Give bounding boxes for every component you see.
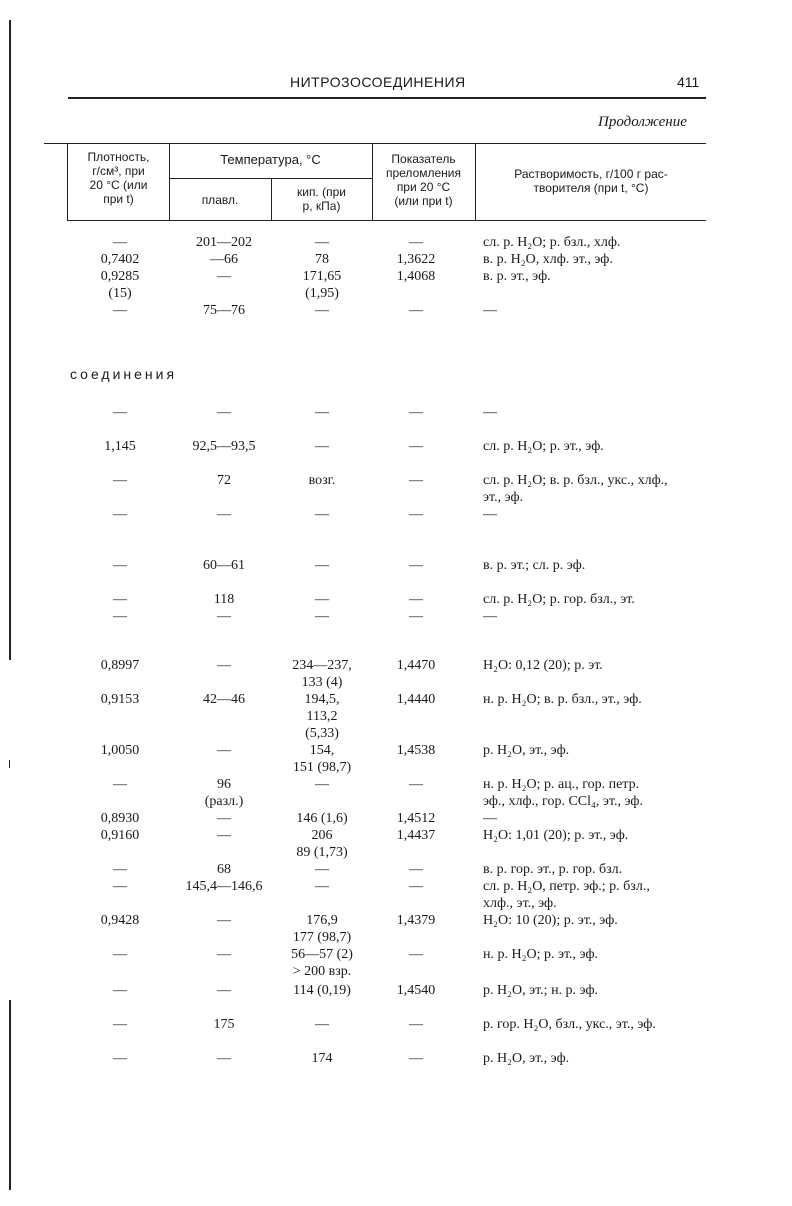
cell-melt: — [217,507,231,522]
cell-refr: 1,4470 [396,658,436,673]
cell-boil: 154, [309,743,335,758]
cell-boil: > 200 взр. [292,964,352,979]
table-row [0,982,792,999]
cell-density: 1,0050 [100,743,140,758]
cell-refr: 1,3622 [396,252,436,267]
cell-boil: возг. [308,473,336,488]
table-row [0,725,792,742]
cell-density: — [113,235,127,250]
cell-refr: — [409,558,423,573]
cell-melt: — [217,947,231,962]
table-row [0,285,792,302]
cell-refr: — [409,507,423,522]
table-row [0,472,792,489]
cell-boil: 174 [311,1051,333,1066]
table-row [0,912,792,929]
cell-density: — [113,983,127,998]
cell-density: — [113,879,127,894]
cell-refr: — [409,439,423,454]
cell-boil: (5,33) [305,726,339,741]
cell-sol: сл. р. H₂O; в. р. бзл., укс., хлф., [483,473,668,488]
cell-density: — [113,592,127,607]
cell-melt: — [217,828,231,843]
cell-melt: 72 [217,473,231,488]
table-row [0,793,792,810]
cell-boil: 56—57 (2) [291,947,353,962]
cell-sol: — [483,303,497,318]
cell-density: — [113,609,127,624]
cell-refr: — [409,947,423,962]
cell-sol: сл. р. H₂O; р. эт., эф. [483,439,604,454]
cell-sol: сл. р. H₂O; р. гор. бзл., эт. [483,592,635,607]
cell-refr: — [409,609,423,624]
header-rule [68,97,706,99]
cell-boil: — [315,558,329,573]
cell-refr: — [409,862,423,877]
cell-density: (15) [108,286,132,301]
table-row [0,759,792,776]
cell-sol: — [483,811,497,826]
cell-density: 0,8930 [100,811,140,826]
cell-sol: в. р. эт.; сл. р. эф. [483,558,586,573]
cell-refr: — [409,405,423,420]
cell-density: 0,9160 [100,828,140,843]
cell-density: — [113,1051,127,1066]
table-row [0,1050,792,1067]
cell-refr: — [409,879,423,894]
cell-density: 1,145 [104,439,136,454]
cell-boil: — [315,777,329,792]
table-row [0,861,792,878]
cell-sol: сл. р. H₂O; р. бзл., хлф. [483,235,621,250]
cell-melt: — [217,743,231,758]
cell-refr: — [409,1051,423,1066]
cell-boil: 114 (0,19) [293,983,351,998]
boiling-header: кип. (при p, кПа) [297,185,346,213]
table-row [0,810,792,827]
cell-density: 0,7402 [100,252,140,267]
table-row [0,557,792,574]
table-row [0,844,792,861]
cell-melt: 42—46 [203,692,245,707]
cell-boil: 146 (1,6) [296,811,348,826]
table-row [0,404,792,421]
cell-melt: (разл.) [204,794,244,809]
table-row [0,438,792,455]
table-row [0,776,792,793]
cell-density: 0,9153 [100,692,140,707]
cell-melt: 118 [213,592,235,607]
table-row [0,878,792,895]
cell-refr: — [409,592,423,607]
cell-boil: — [315,879,329,894]
cell-sol: н. р. H₂O; р. ац., гор. петр. [483,777,640,792]
table-row [0,657,792,674]
cell-sol: H₂O: 10 (20); р. эт., эф. [483,913,618,928]
cell-density: — [113,303,127,318]
cell-density: — [113,558,127,573]
table-row [0,674,792,691]
table-row [0,946,792,963]
table-row [0,827,792,844]
table-row [0,895,792,912]
cell-sol: эф., хлф., гор. CCl₄, эт., эф. [483,794,643,809]
cell-melt: — [217,405,231,420]
cell-boil: 206 [311,828,333,843]
cell-melt: 96 [217,777,231,792]
cell-boil: — [315,1017,329,1032]
header-left-mark [44,143,68,144]
table-row [0,506,792,523]
cell-density: — [113,862,127,877]
cell-sol: в. р. гор. эт., р. гор. бзл. [483,862,623,877]
cell-refr: — [409,473,423,488]
cell-sol: р. H₂O, эт., эф. [483,1051,570,1066]
cell-density: — [113,947,127,962]
table-row [0,489,792,506]
cell-boil: 133 (4) [301,675,343,690]
table-row [0,251,792,268]
cell-sol: — [483,609,497,624]
cell-density: — [113,777,127,792]
table-row [0,742,792,759]
cell-sol: — [483,507,497,522]
cell-sol: эт., эф. [483,490,524,505]
cell-sol: р. H₂O, эт., эф. [483,743,570,758]
cell-boil: 151 (98,7) [292,760,352,775]
cell-melt: — [217,983,231,998]
cell-refr: 1,4512 [396,811,436,826]
cell-refr: 1,4538 [396,743,436,758]
running-title: НИТРОЗОСОЕДИНЕНИЯ [290,74,466,90]
cell-melt: 201—202 [196,235,252,250]
page-number: 411 [677,74,700,90]
cell-sol: H₂O: 1,01 (20); р. эт., эф. [483,828,629,843]
cell-melt: 75—76 [203,303,245,318]
melting-header: плавл. [201,193,239,207]
cell-sol: H₂O: 0,12 (20); р. эт. [483,658,603,673]
cell-boil: — [315,405,329,420]
table-top-rule [68,143,706,144]
cell-refr: — [409,303,423,318]
table-row [0,591,792,608]
table-row [0,302,792,319]
cell-boil: (1,95) [305,286,339,301]
cell-density: — [113,1017,127,1032]
cell-density: — [113,473,127,488]
cell-sol: р. H₂O, эт.; н. р. эф. [483,983,599,998]
cell-melt: 145,4—146,6 [185,879,263,894]
cell-refr: 1,4540 [396,983,436,998]
cell-melt: — [217,609,231,624]
cell-melt: — [217,913,231,928]
cell-refr: — [409,235,423,250]
solubility-header: Растворимость, г/100 г рас- творителя (при t, °С) [514,167,668,195]
cell-melt: 60—61 [203,558,245,573]
cell-boil: — [315,609,329,624]
cell-refr: 1,4437 [396,828,436,843]
cell-boil: — [315,303,329,318]
cell-boil: — [315,592,329,607]
cell-melt: 92,5—93,5 [192,439,256,454]
cell-refr: 1,4068 [396,269,436,284]
cell-boil: 177 (98,7) [292,930,352,945]
cell-density: 0,8997 [100,658,140,673]
section-label: соединения [70,366,178,382]
cell-sol: хлф., эт., эф. [483,896,557,911]
cell-boil: 171,65 [302,269,342,284]
cell-density: — [113,405,127,420]
cell-sol: в. р. H₂O, хлф. эт., эф. [483,252,613,267]
table-row [0,1016,792,1033]
table-row [0,963,792,980]
table-row [0,929,792,946]
temperature-header: Температура, °С [220,152,321,167]
cell-boil: 234—237, [292,658,352,673]
table-row [0,234,792,251]
cell-melt: — [217,1051,231,1066]
cell-sol: н. р. H₂O; р. эт., эф. [483,947,599,962]
cell-sol: в. р. эт., эф. [483,269,551,284]
table-row [0,268,792,285]
cell-density: 0,9428 [100,913,140,928]
cell-boil: — [315,507,329,522]
cell-boil: — [315,862,329,877]
cell-boil: 89 (1,73) [296,845,348,860]
cell-density: — [113,507,127,522]
refraction-header: Показатель преломления при 20 °С (или при t) [385,152,461,208]
cell-refr: — [409,1017,423,1032]
table-row [0,691,792,708]
cell-melt: — [217,658,231,673]
cell-melt: 68 [217,862,231,877]
density-header: Плотность, г/см³, при 20 °С (или при t) [87,150,150,206]
cell-sol: р. гор. H₂O, бзл., укс., эт., эф. [483,1017,656,1032]
table-header-bottom-rule [68,220,706,221]
continuation-label: Продолжение [598,114,687,130]
cell-sol: н. р. H₂O; в. р. бзл., эт., эф. [483,692,642,707]
cell-boil: 113,2 [306,709,338,724]
cell-boil: 176,9 [306,913,338,928]
cell-melt: 175 [213,1017,235,1032]
cell-sol: сл. р. H₂O, петр. эф.; р. бзл., [483,879,650,894]
cell-melt: —66 [210,252,238,267]
cell-boil: 194,5, [304,692,340,707]
table-row [0,608,792,625]
table-row [0,708,792,725]
cell-refr: 1,4440 [396,692,436,707]
cell-refr: 1,4379 [396,913,436,928]
cell-sol: — [483,405,497,420]
cell-refr: — [409,777,423,792]
cell-melt: — [217,269,231,284]
cell-melt: — [217,811,231,826]
cell-boil: — [315,439,329,454]
cell-density: 0,9285 [100,269,140,284]
cell-boil: — [315,235,329,250]
cell-boil: 78 [315,252,329,267]
